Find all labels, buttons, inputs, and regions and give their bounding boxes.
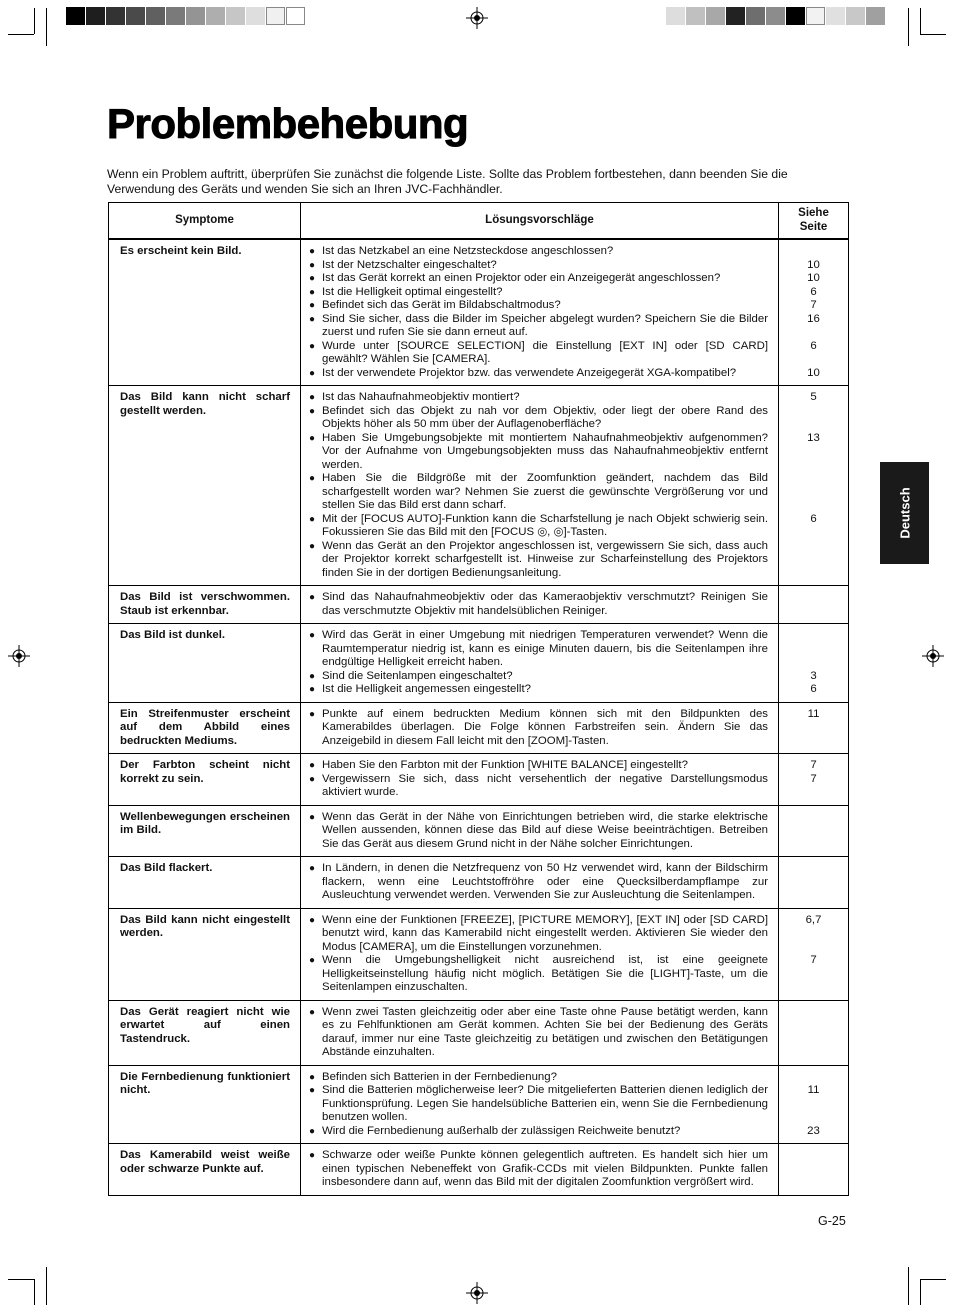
- registration-mark-left-icon: [8, 645, 30, 667]
- solution-item: ● Ist die Helligkeit optimal eingestellt?: [309, 286, 768, 300]
- solution-item: ● Haben Sie den Farbton mit der Funktion [WHITE BALANCE] eingestellt?: [309, 759, 768, 773]
- page-reference: [781, 486, 846, 500]
- page-reference: 6: [810, 512, 817, 525]
- table-row: [109, 908, 849, 1000]
- page-reference: 7: [810, 954, 817, 966]
- crop-mark-bl-v: [34, 1279, 35, 1305]
- solutions-cell: [301, 908, 779, 1000]
- page-reference: 6: [810, 285, 817, 298]
- color-swatch: [126, 7, 145, 25]
- solutions-list: [309, 914, 768, 995]
- crop-mark-tr-v2: [908, 8, 909, 46]
- page-reference: [781, 472, 846, 486]
- solution-item: ● Haben Sie Umgebungsobjekte mit montiertem Nahaufnahmeobjektiv aufgenommen? Vor der Aufnahme von Umgebungsobjekten muss das Nahaufnahmeobjektiv entfernt werden.: [309, 432, 768, 473]
- page-reference: [781, 629, 846, 643]
- solutions-list: [309, 1149, 768, 1190]
- color-swatch: [806, 7, 825, 25]
- page-reference: 7: [810, 299, 817, 311]
- registration-mark-bottom-icon: [466, 1282, 488, 1304]
- table-row: [109, 386, 849, 586]
- table-row: [109, 1000, 849, 1065]
- crop-mark-br-h: [920, 1279, 946, 1280]
- registration-mark-top-icon: [466, 7, 488, 29]
- crop-mark-tr-v: [920, 8, 921, 34]
- table-row: [109, 805, 849, 857]
- header-symptoms: Symptome: [109, 203, 301, 240]
- solution-item: ● Haben Sie die Bildgröße mit der Zoomfunktion geändert, nachdem das Bild scharfgestellt worden war? Nehmen Sie zuerst die gewünschte Vergrößerung vor und stellen Sie das Bild erst dann scharf.: [309, 472, 768, 513]
- color-swatch: [666, 7, 685, 25]
- language-tab: [880, 462, 929, 564]
- solutions-cell: [301, 1000, 779, 1065]
- solutions-cell: [301, 386, 779, 586]
- color-bar-right: [666, 7, 886, 25]
- page-reference: [781, 499, 846, 513]
- symptom-cell: Der Farbton scheint nicht korrekt zu sein.: [109, 754, 301, 806]
- page-reference: [781, 1111, 846, 1125]
- solution-item: ● Punkte auf einem bedruckten Medium können sich mit den Bildpunkten des Kamerabildes überlagen. Die Folge können Farbstreifen sein. Ändern Sie das Anzeigebild in diesem Fall leicht mit den [ZOOM]-Tasten.: [309, 708, 768, 749]
- see-page-cell: [779, 239, 849, 386]
- solution-item: ● Ist das Gerät korrekt an einen Projektor oder ein Anzeigegerät angeschlossen?: [309, 272, 768, 286]
- solution-item: ● Befindet sich das Gerät im Bildabschaltmodus?: [309, 299, 768, 313]
- symptom-cell: Wellenbewegungen erscheinen im Bild.: [109, 805, 301, 857]
- page-reference: [781, 1098, 846, 1112]
- crop-mark-br-v: [920, 1279, 921, 1305]
- symptom-cell: Das Kamerabild weist weiße oder schwarze Punkte auf.: [109, 1144, 301, 1196]
- language-tab-label: Deutsch: [897, 487, 912, 539]
- symptom-cell: Es erscheint kein Bild.: [109, 239, 301, 386]
- symptom-cell: Das Bild kann nicht eingestellt werden.: [109, 908, 301, 1000]
- header-see-page: Siehe Seite: [779, 203, 849, 240]
- page-number: G-25: [818, 1214, 846, 1228]
- table-row: [109, 624, 849, 703]
- troubleshooting-table: [108, 202, 849, 1196]
- solution-item: ● Sind die Batterien möglicherweise leer? Die mitgelieferten Batterien dienen lediglich der Funktionsprüfung. Legen Sie handelsübliche Batterien ein, wenn Sie die Fernbedienung benutzen wollen.: [309, 1084, 768, 1125]
- solutions-list: [309, 591, 768, 618]
- color-swatch: [266, 7, 285, 25]
- page-reference: 3: [810, 669, 817, 682]
- page-reference: 10: [807, 272, 820, 284]
- solution-item: ● Wenn die Umgebungshelligkeit nicht ausreichend ist, ist eine geeignete Helligkeitseinstellung häufig nicht möglich. Betätigen Sie die [LIGHT]-Taste, um die Seitenlampen einzuschalten.: [309, 954, 768, 995]
- solution-item: ● Befindet sich das Objekt zu nah vor dem Objektiv, oder liegt der obere Rand des Objekts höher als 50 mm über der Auflagenoberfläche?: [309, 405, 768, 432]
- color-swatch: [786, 7, 805, 25]
- solutions-cell: [301, 1065, 779, 1144]
- page-reference: 7: [810, 759, 817, 771]
- see-page-cell: [779, 386, 849, 586]
- solution-item: ● Sind das Nahaufnahmeobjektiv oder das Kameraobjektiv verschmutzt? Reinigen Sie das verschmutzte Objektiv mit handelsüblichen Reiniger.: [309, 591, 768, 618]
- color-swatch: [106, 7, 125, 25]
- table-row: [109, 857, 849, 909]
- color-swatch: [66, 7, 85, 25]
- solutions-cell: [301, 805, 779, 857]
- page-reference: [781, 459, 846, 473]
- symptom-cell: Ein Streifenmuster erscheint auf dem Abbild eines bedruckten Mediums.: [109, 702, 301, 754]
- page-reference: [781, 353, 846, 367]
- page-reference: 6,7: [805, 913, 822, 926]
- solution-item: ● Ist das Netzkabel an eine Netzsteckdose angeschlossen?: [309, 245, 768, 259]
- page-reference: [781, 1071, 846, 1085]
- solution-item: ● Wurde unter [SOURCE SELECTION] die Einstellung [EXT IN] oder [SD CARD] gewählt? Wählen Sie [CAMERA].: [309, 340, 768, 367]
- page-reference: 16: [807, 312, 820, 325]
- table-row: [109, 586, 849, 624]
- see-page-cell: [779, 908, 849, 1000]
- table-header-row: [109, 203, 849, 240]
- page-reference: [781, 656, 846, 670]
- solution-item: ● Befinden sich Batterien in der Fernbedienung?: [309, 1071, 768, 1085]
- see-page-cell: [779, 702, 849, 754]
- color-swatch: [846, 7, 865, 25]
- color-swatch: [746, 7, 765, 25]
- solutions-list: [309, 245, 768, 380]
- page-reference: [781, 326, 846, 340]
- see-page-cell: [779, 754, 849, 806]
- table-row: [109, 1065, 849, 1144]
- color-swatch: [206, 7, 225, 25]
- crop-mark-tl-v: [34, 8, 35, 34]
- page-reference: 10: [807, 366, 820, 379]
- page-reference: 11: [807, 1084, 820, 1096]
- color-swatch: [166, 7, 185, 25]
- solutions-list: [309, 629, 768, 697]
- page-title: Problembehebung: [107, 100, 469, 147]
- solution-item: ● Wenn eine der Funktionen [FREEZE], [PICTURE MEMORY], [EXT IN] oder [SD CARD] benutzt wird, kann das Kamerabild nicht eingestellt werden. Aktivieren Sie wieder den Modus [CAMERA], um die Einstellungen vorzunehmen.: [309, 914, 768, 955]
- solution-item: ● Wenn zwei Tasten gleichzeitig oder aber eine Taste ohne Pause betätigt werden, kann es zu Fehlfunktionen am Gerät kommen. Achten Sie bei der Bedienung des Geräts darauf, immer nur eine Taste gleichzeitig zu betätigen und zwischen den Betätigungen Abstände einzuhalten.: [309, 1006, 768, 1060]
- color-swatch: [706, 7, 725, 25]
- color-swatch: [226, 7, 245, 25]
- crop-mark-bl-h: [8, 1279, 34, 1280]
- solution-item: ● Wird die Fernbedienung außerhalb der zulässigen Reichweite benutzt?: [309, 1125, 768, 1139]
- solution-item: ● Vergewissern Sie sich, dass nicht versehentlich der negative Darstellungsmodus aktiviert wurde.: [309, 773, 768, 800]
- table-row: [109, 239, 849, 386]
- solution-item: ● Schwarze oder weiße Punkte können gelegentlich auftreten. Es handelt sich hier um einen typischen Nebeneffekt von Grafik-CCDs mit vielen Bildpunkten. Punkte fallen insbesondere dann auf, wenn das Bild mit der digitalen Zoomfunktion vergrößert wird.: [309, 1149, 768, 1190]
- see-page-cell: [779, 586, 849, 624]
- symptom-cell: Das Bild ist dunkel.: [109, 624, 301, 703]
- header-solutions: Lösungsvorschläge: [301, 203, 779, 240]
- page-reference: 23: [807, 1124, 820, 1137]
- page-reference: 6: [810, 339, 817, 352]
- page-reference: 5: [810, 391, 817, 403]
- page-reference: 11: [807, 707, 820, 720]
- see-page-cell: [779, 624, 849, 703]
- symptom-cell: Das Bild flackert.: [109, 857, 301, 909]
- solutions-list: [309, 811, 768, 852]
- color-swatch: [726, 7, 745, 25]
- solution-item: ● In Ländern, in denen die Netzfrequenz von 50 Hz verwendet wird, kann der Bildschirm flackern, wenn eine Leuchtstoffröhre oder eine Quecksilberdampflampe zur Ausleuchtung verwendet werden. Verwenden Sie zur Ausleuchtung die Seitenlampen.: [309, 862, 768, 903]
- solution-item: ● Wird das Gerät in einer Umgebung mit niedrigen Temperaturen verwendet? Wenn die Raumtemperatur niedrig ist, kann es einige Minuten dauern, bis die Seitenlampen ihre endgültige Helligkeit erreicht haben.: [309, 629, 768, 670]
- solution-item: ● Sind Sie sicher, dass die Bilder im Speicher abgelegt wurden? Speichern Sie die Bilder zuerst und rufen Sie sie dann erneut auf.: [309, 313, 768, 340]
- symptom-cell: Das Bild kann nicht scharf gestellt werden.: [109, 386, 301, 586]
- symptom-cell: Das Bild ist verschwommen. Staub ist erkennbar.: [109, 586, 301, 624]
- solutions-list: [309, 1006, 768, 1060]
- color-swatch: [686, 7, 705, 25]
- crop-mark-tr-h: [920, 34, 946, 35]
- symptom-cell: Das Gerät reagiert nicht wie erwartet auf einen Tastendruck.: [109, 1000, 301, 1065]
- intro-paragraph: Wenn ein Problem auftritt, überprüfen Sie zunächst die folgende Liste. Sollte das Problem fortbestehen, dann beenden Sie die Verwendung des Geräts und wenden Sie sich an Ihren JVC-Fachhändler.: [107, 167, 788, 196]
- see-page-cell: [779, 1000, 849, 1065]
- page-reference: [781, 643, 846, 657]
- solutions-list: [309, 391, 768, 580]
- solutions-cell: [301, 586, 779, 624]
- crop-mark-br-v2: [908, 1267, 909, 1305]
- page-reference: 13: [807, 431, 820, 444]
- color-swatch: [246, 7, 265, 25]
- see-page-cell: [779, 805, 849, 857]
- see-page-cell: [779, 1065, 849, 1144]
- solutions-cell: [301, 702, 779, 754]
- color-swatch: [866, 7, 885, 25]
- table-row: [109, 702, 849, 754]
- color-swatch: [286, 7, 305, 25]
- page-reference: [781, 405, 846, 419]
- solutions-cell: [301, 1144, 779, 1196]
- solutions-list: [309, 1071, 768, 1139]
- solutions-cell: [301, 624, 779, 703]
- page-reference: [781, 245, 846, 259]
- solutions-list: [309, 759, 768, 800]
- solutions-list: [309, 708, 768, 749]
- color-swatch: [86, 7, 105, 25]
- solutions-cell: [301, 239, 779, 386]
- table-row: [109, 754, 849, 806]
- page-reference: 10: [807, 258, 820, 271]
- symptom-cell: Die Fernbedienung funktioniert nicht.: [109, 1065, 301, 1144]
- see-page-cell: [779, 857, 849, 909]
- color-swatch: [766, 7, 785, 25]
- color-swatch: [826, 7, 845, 25]
- color-swatch: [186, 7, 205, 25]
- crop-mark-tl-h: [8, 34, 34, 35]
- page-reference: 6: [810, 683, 817, 695]
- solution-item: ● Wenn das Gerät an den Projektor angeschlossen ist, vergewissern Sie sich, dass auch der Projektor korrekt scharfgestellt ist. Hinweise zur Scharfeinstellung des Projektors finden Sie in der dortigen Bedienungsanleitung.: [309, 540, 768, 581]
- see-page-cell: [779, 1144, 849, 1196]
- crop-mark-bl-v2: [46, 1267, 47, 1305]
- crop-mark-tl-v2: [46, 8, 47, 46]
- page-reference: 7: [810, 772, 817, 785]
- solutions-cell: [301, 857, 779, 909]
- solution-item: ● Sind die Seitenlampen eingeschaltet?: [309, 670, 768, 684]
- page-reference: [781, 941, 846, 955]
- solution-item: ● Ist die Helligkeit angemessen eingestellt?: [309, 683, 768, 697]
- solution-item: ● Wenn das Gerät in der Nähe von Einrichtungen betrieben wird, die starke elektrische Wellen aussenden, können diese das Bild auf diese Weise beeinträchtigen. Betreiben Sie das Gerät aus diesem Grund nicht in der Nähe solcher Einrichtungen.: [309, 811, 768, 852]
- registration-mark-right-icon: [922, 645, 944, 667]
- table-row: [109, 1144, 849, 1196]
- solutions-cell: [301, 754, 779, 806]
- page-reference: [781, 927, 846, 941]
- solution-item: ● Ist der verwendete Projektor bzw. das verwendete Anzeigegerät XGA-kompatibel?: [309, 367, 768, 381]
- solution-item: ● Ist der Netzschalter eingeschaltet?: [309, 259, 768, 273]
- solution-item: ● Mit der [FOCUS AUTO]-Funktion kann die Scharfstellung je nach Objekt schwierig sein. Fokussieren Sie das Bild mit den [FOCUS ◎, ◎]-Tasten.: [309, 513, 768, 540]
- solution-item: ● Ist das Nahaufnahmeobjektiv montiert?: [309, 391, 768, 405]
- color-swatch: [146, 7, 165, 25]
- page-reference: [781, 445, 846, 459]
- color-bar-left: [66, 7, 306, 25]
- page-reference: [781, 418, 846, 432]
- solutions-list: [309, 862, 768, 903]
